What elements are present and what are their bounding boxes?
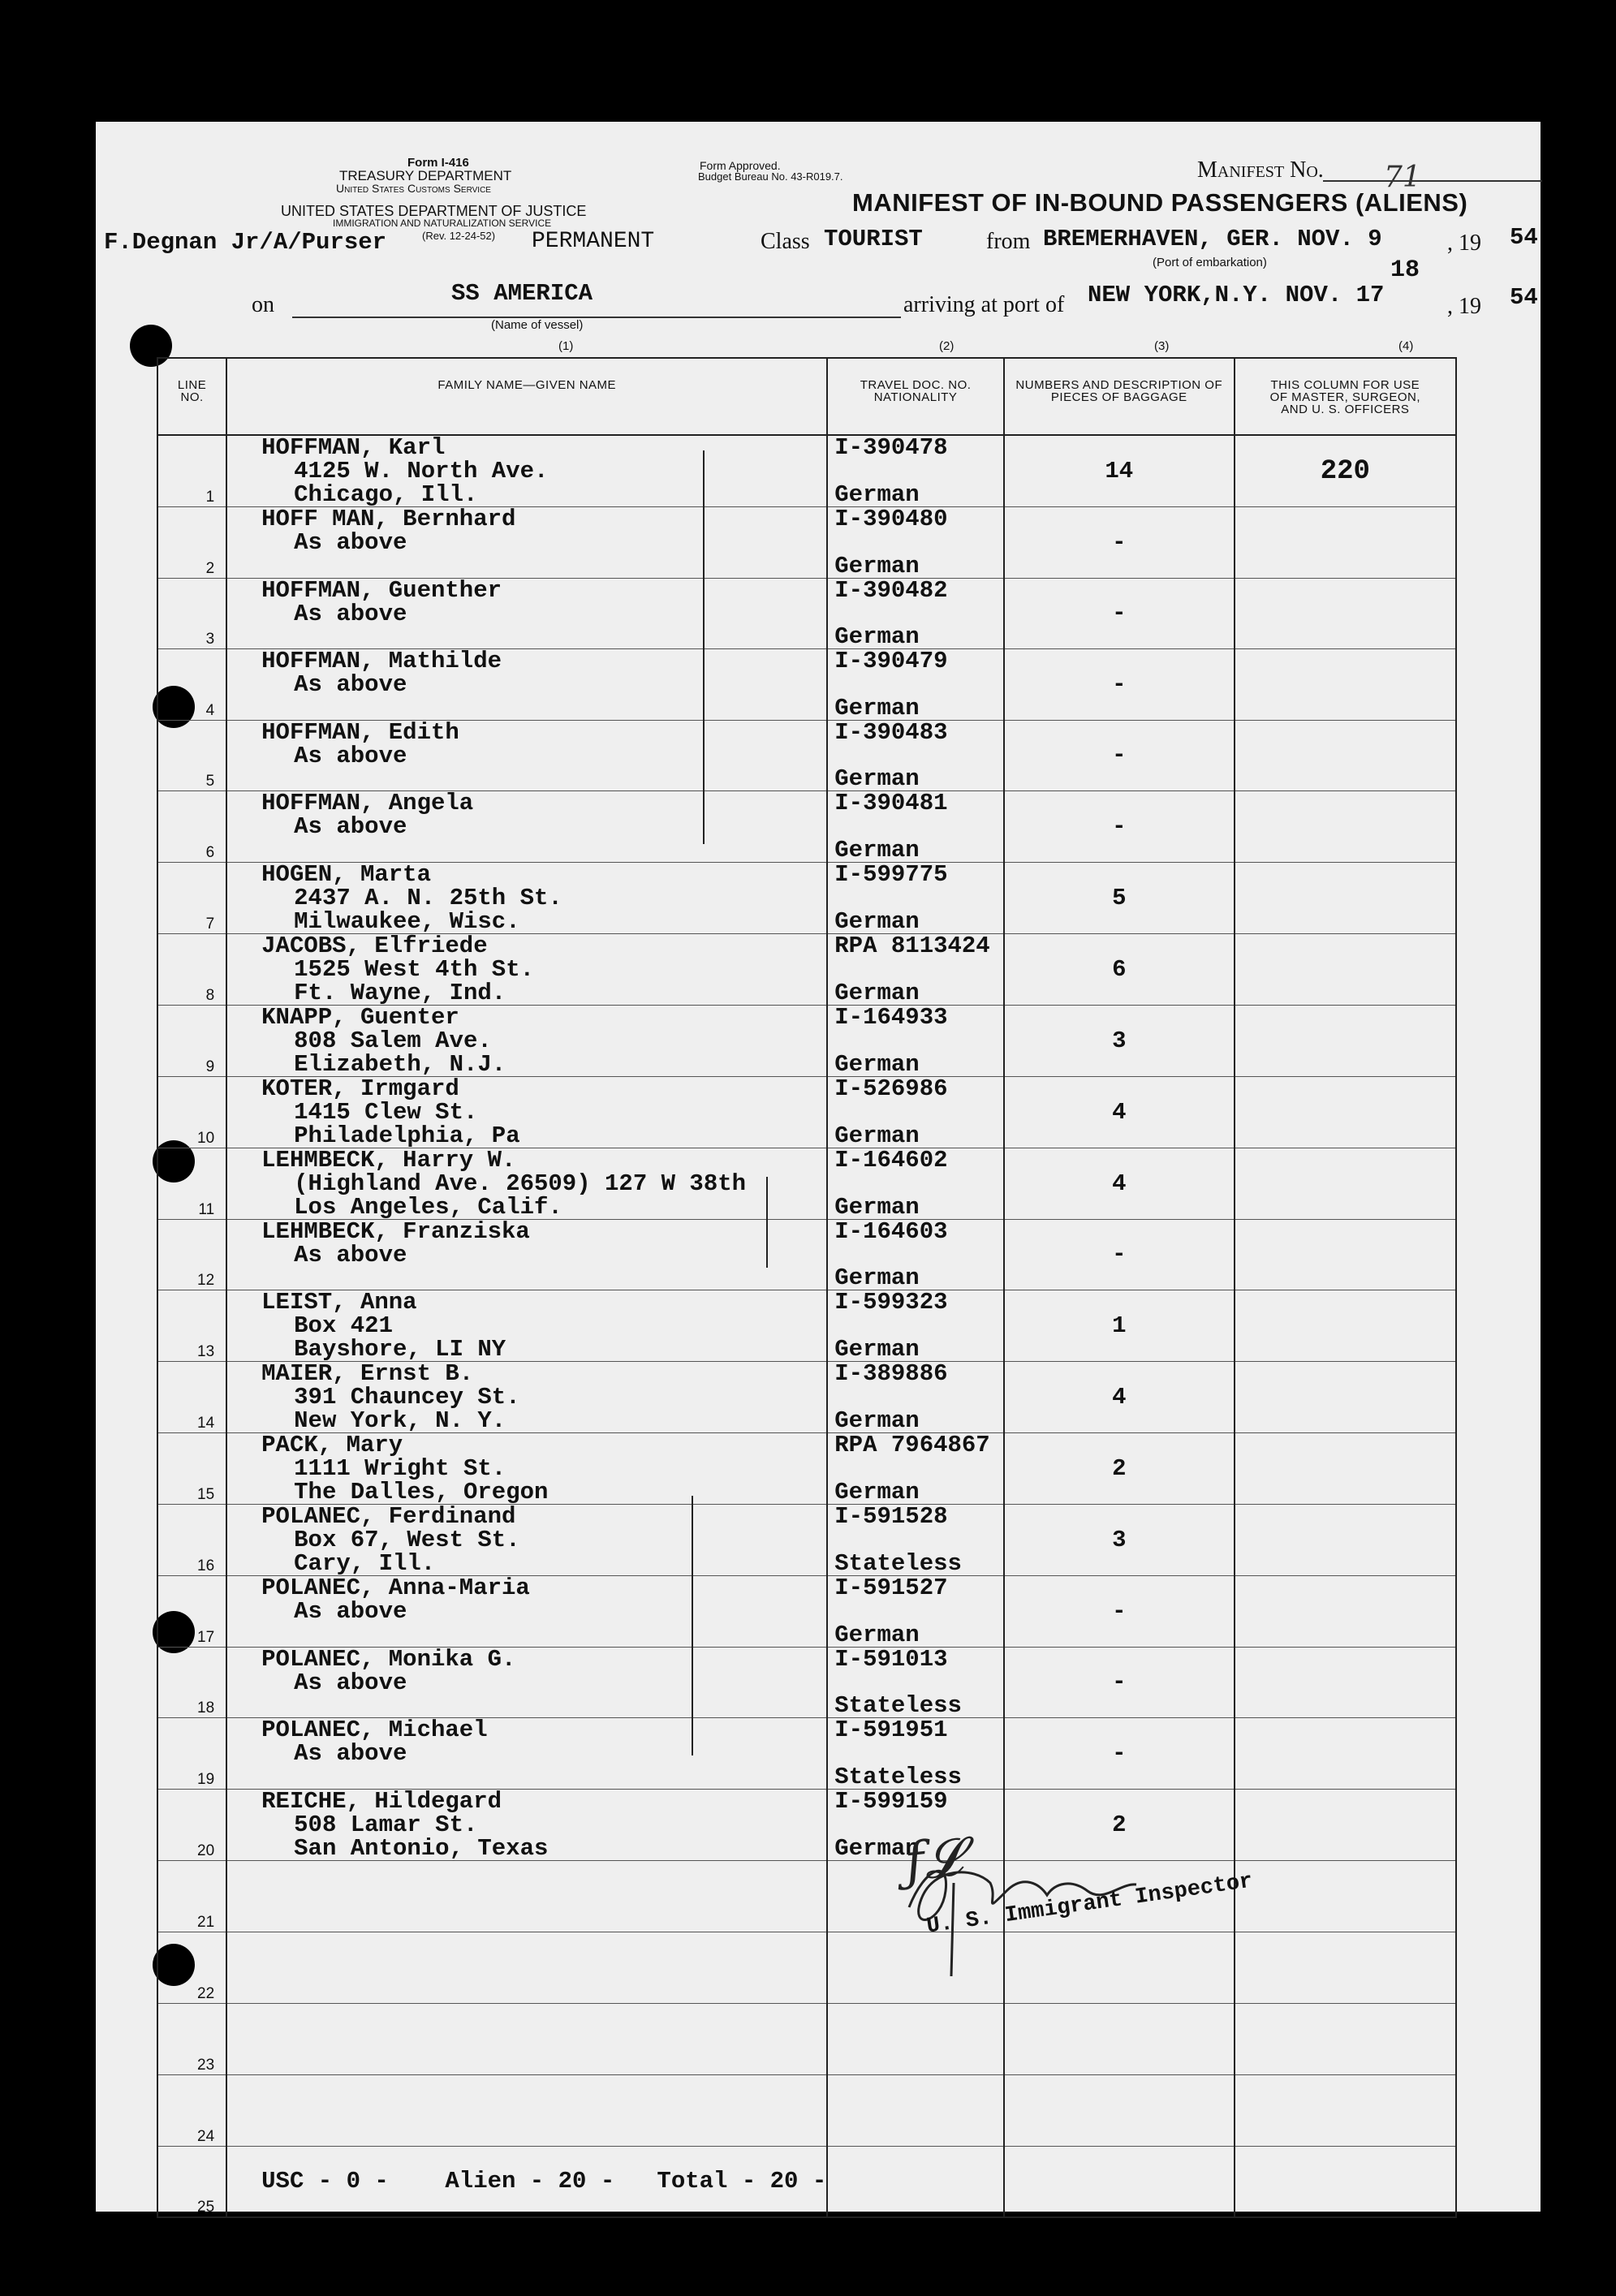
travel-doc-cell — [827, 1362, 1004, 1433]
baggage-count — [1004, 2003, 1235, 2074]
passenger-name: REICHE, Hildegard — [261, 1787, 502, 1815]
line-number: 16 — [157, 1505, 226, 1576]
passenger-name: HOFFMAN, Karl — [261, 434, 446, 461]
address-line: New York, N. Y. — [294, 1407, 506, 1434]
passenger-name-address — [226, 862, 827, 933]
line-number: 14 — [157, 1362, 226, 1433]
line-number: 12 — [157, 1219, 226, 1290]
travel-doc-cell — [827, 2074, 1004, 2146]
nationality: German — [834, 1122, 920, 1149]
passenger-name: HOFFMAN, Edith — [261, 718, 459, 746]
officer-notes — [1235, 2003, 1456, 2074]
baggage-count: 2 — [1004, 1433, 1235, 1505]
address-line: Chicago, Ill. — [294, 481, 478, 508]
travel-doc-number: I-164933 — [834, 1003, 948, 1031]
baggage-count: 3 — [1004, 1005, 1235, 1076]
officer-notes: 220 — [1235, 435, 1456, 507]
address-line: As above — [294, 671, 407, 698]
line-number: 10 — [157, 1076, 226, 1148]
nationality: German — [834, 694, 920, 722]
table-row — [157, 578, 1456, 649]
address-line: As above — [294, 813, 407, 840]
travel-doc-cell — [827, 1148, 1004, 1219]
officer-notes — [1235, 1647, 1456, 1718]
baggage-count: - — [1004, 1576, 1235, 1648]
address-line: 1415 Clew St. — [294, 1098, 478, 1126]
travel-doc-cell — [827, 435, 1004, 507]
passenger-name-address — [226, 1576, 827, 1648]
travel-doc-number: I-390483 — [834, 718, 948, 746]
travel-doc-cell — [827, 1433, 1004, 1505]
address-line: Ft. Wayne, Ind. — [294, 979, 506, 1006]
vessel-name: SS AMERICA — [451, 280, 593, 307]
table-row — [157, 720, 1456, 791]
baggage-count: 4 — [1004, 1076, 1235, 1148]
line-number: 6 — [157, 791, 226, 863]
address-line: As above — [294, 1669, 407, 1696]
address-line: Cary, Ill. — [294, 1550, 436, 1577]
table-row — [157, 933, 1456, 1005]
address-line: As above — [294, 600, 407, 627]
passenger-name-address — [226, 649, 827, 721]
baggage-count: 5 — [1004, 862, 1235, 933]
address-line: Box 67, West St. — [294, 1527, 520, 1553]
header-officers: THIS COLUMN FOR USE OF MASTER, SURGEON, AND U. S. OFFICERS — [1235, 358, 1456, 435]
arrival-year: 54 — [1510, 284, 1538, 311]
line-number: 2 — [157, 507, 226, 579]
address-line: 1111 Wright St. — [294, 1455, 506, 1482]
table-row — [157, 2146, 1456, 2217]
address-line: As above — [294, 529, 407, 556]
passenger-name: POLANEC, Monika G. — [261, 1645, 516, 1673]
travel-doc-cell — [827, 720, 1004, 791]
header-line-no: LINE NO. — [157, 358, 226, 435]
year-label-1: , 19 — [1447, 230, 1481, 256]
travel-doc-cell — [827, 1647, 1004, 1718]
col-num-3: (3) — [1154, 339, 1170, 353]
line-number: 25 — [157, 2146, 226, 2217]
passenger-name-address — [226, 791, 827, 863]
baggage-count — [1004, 2074, 1235, 2146]
officer-notes — [1235, 1433, 1456, 1505]
table-row — [157, 649, 1456, 721]
table-row — [157, 1505, 1456, 1576]
line-number: 22 — [157, 1932, 226, 2003]
travel-doc-number: I-164602 — [834, 1146, 948, 1174]
address-line: The Dalles, Oregon — [294, 1479, 549, 1506]
line-number: 7 — [157, 862, 226, 933]
address-line: As above — [294, 1598, 407, 1625]
nationality: German — [834, 1193, 920, 1221]
passenger-name: POLANEC, Ferdinand — [261, 1503, 516, 1530]
baggage-count: 4 — [1004, 1148, 1235, 1219]
customs-service: United States Customs Service — [336, 182, 491, 195]
line-number: 5 — [157, 720, 226, 791]
col-num-2: (2) — [939, 339, 955, 353]
baggage-count: - — [1004, 1219, 1235, 1290]
travel-doc-number: I-591528 — [834, 1503, 948, 1530]
nationality: German — [834, 1336, 920, 1363]
address-line: 4125 W. North Ave. — [294, 458, 549, 485]
embark-year: 54 — [1510, 224, 1538, 251]
officer-notes — [1235, 2146, 1456, 2217]
form-approved: Form Approved. — [700, 159, 781, 172]
passenger-name-address — [226, 1433, 827, 1505]
line-number: 1 — [157, 435, 226, 507]
on-label: on — [252, 292, 274, 317]
address-line: As above — [294, 1740, 407, 1767]
travel-doc-number: I-390482 — [834, 576, 948, 604]
passenger-name-address — [226, 2003, 827, 2074]
passenger-name-address — [226, 1362, 827, 1433]
passenger-name-address — [226, 1219, 827, 1290]
address-line: (Highland Ave. 26509) 127 W 38th — [294, 1170, 747, 1197]
baggage-count: 1 — [1004, 1290, 1235, 1362]
passenger-name-address — [226, 1148, 827, 1219]
address-line: Philadelphia, Pa — [294, 1122, 520, 1149]
travel-doc-cell — [827, 933, 1004, 1005]
officer-notes — [1235, 933, 1456, 1005]
passenger-name-address — [226, 435, 827, 507]
nationality: German — [834, 1264, 920, 1291]
header-baggage: NUMBERS AND DESCRIPTION OF PIECES OF BAGGAGE — [1004, 358, 1235, 435]
passenger-name: LEHMBECK, Harry W. — [261, 1146, 516, 1174]
line-number: 4 — [157, 649, 226, 721]
baggage-count: 14 — [1004, 435, 1235, 507]
manifest-underline — [1323, 180, 1542, 182]
permanent-label: PERMANENT — [532, 229, 655, 254]
table-row — [157, 2074, 1456, 2146]
nationality: German — [834, 1834, 920, 1862]
officer-notes — [1235, 1505, 1456, 1576]
budget-bureau: Budget Bureau No. 43-R019.7. — [698, 170, 843, 183]
officer-notes — [1235, 1148, 1456, 1219]
table-row — [157, 1647, 1456, 1718]
officer-notes — [1235, 1718, 1456, 1790]
baggage-count: - — [1004, 720, 1235, 791]
baggage-count: - — [1004, 791, 1235, 863]
passenger-name: USC - 0 - Alien - 20 - Total - 20 - — [261, 2168, 827, 2195]
table-row — [157, 435, 1456, 507]
passenger-name-address — [226, 1718, 827, 1790]
from-label: from — [986, 229, 1031, 254]
nationality: German — [834, 552, 920, 579]
travel-doc-cell — [827, 1290, 1004, 1362]
nationality: Stateless — [834, 1692, 962, 1719]
passenger-name: JACOBS, Elfriede — [261, 932, 488, 959]
baggage-count: - — [1004, 507, 1235, 579]
passenger-name: HOGEN, Marta — [261, 860, 431, 888]
address-line: Elizabeth, N.J. — [294, 1050, 506, 1078]
family-bracket — [703, 450, 705, 844]
line-number: 15 — [157, 1433, 226, 1505]
travel-doc-number: RPA 8113424 — [834, 932, 990, 959]
passenger-name: KOTER, Irmgard — [261, 1075, 459, 1102]
passenger-name: MAIER, Ernst B. — [261, 1360, 474, 1387]
line-number: 23 — [157, 2003, 226, 2074]
address-line: Los Angeles, Calif. — [294, 1193, 562, 1221]
arriving-label: arriving at port of — [903, 292, 1065, 317]
form-revision: (Rev. 12-24-52) — [422, 230, 496, 242]
nationality: German — [834, 481, 920, 508]
table-row — [157, 1290, 1456, 1362]
travel-doc-number: I-389886 — [834, 1360, 948, 1387]
passenger-name-address — [226, 1076, 827, 1148]
address-line: 508 Lamar St. — [294, 1811, 478, 1838]
passenger-name-address — [226, 1932, 827, 2003]
address-line: As above — [294, 742, 407, 769]
table-row — [157, 1433, 1456, 1505]
travel-doc-number: I-591013 — [834, 1645, 948, 1673]
purser-name: F.Degnan Jr/A/Purser — [104, 229, 387, 256]
line-number: 9 — [157, 1005, 226, 1076]
travel-doc-number: I-599323 — [834, 1289, 948, 1316]
table-row — [157, 2003, 1456, 2074]
officer-notes — [1235, 720, 1456, 791]
nationality: German — [834, 907, 920, 935]
passenger-name: POLANEC, Anna-Maria — [261, 1574, 530, 1601]
travel-doc-cell — [827, 1005, 1004, 1076]
travel-doc-cell — [827, 2146, 1004, 2217]
table-row — [157, 1219, 1456, 1290]
passenger-name-address — [226, 720, 827, 791]
col-num-4: (4) — [1398, 339, 1414, 353]
travel-doc-number: I-591951 — [834, 1717, 948, 1743]
officer-notes — [1235, 1005, 1456, 1076]
travel-doc-cell — [827, 578, 1004, 649]
passenger-name-address — [226, 1005, 827, 1076]
address-line: Milwaukee, Wisc. — [294, 907, 520, 935]
line-number: 19 — [157, 1718, 226, 1790]
inspector-signature-mark: ƒ𝓛 — [902, 1827, 965, 1893]
vessel-underline — [292, 317, 901, 318]
line-number: 21 — [157, 1860, 226, 1932]
passenger-name: KNAPP, Guenter — [261, 1003, 459, 1031]
passenger-name: HOFF MAN, Bernhard — [261, 506, 516, 532]
line-number: 20 — [157, 1789, 226, 1860]
vessel-caption: (Name of vessel) — [491, 318, 584, 332]
passenger-name: LEIST, Anna — [261, 1289, 417, 1316]
travel-doc-number: I-390481 — [834, 790, 948, 816]
table-row — [157, 1148, 1456, 1219]
officer-notes — [1235, 507, 1456, 579]
line-number: 18 — [157, 1647, 226, 1718]
justice-dept: UNITED STATES DEPARTMENT OF JUSTICE — [281, 203, 587, 219]
address-line: 808 Salem Ave. — [294, 1027, 492, 1054]
nationality: German — [834, 979, 920, 1006]
table-row — [157, 1576, 1456, 1648]
ins-service: IMMIGRATION AND NATURALIZATION SERVICE — [333, 218, 552, 229]
travel-doc-cell — [827, 1576, 1004, 1648]
travel-doc-number: I-591527 — [834, 1574, 948, 1601]
baggage-count: - — [1004, 649, 1235, 721]
officer-notes — [1235, 862, 1456, 933]
officer-notes — [1235, 578, 1456, 649]
family-bracket — [692, 1496, 693, 1755]
passenger-name-address — [226, 1647, 827, 1718]
line-number: 3 — [157, 578, 226, 649]
travel-doc-cell — [827, 791, 1004, 863]
year-label-2: , 19 — [1447, 294, 1481, 319]
address-line: 2437 A. N. 25th St. — [294, 884, 562, 911]
passenger-name: HOFFMAN, Guenther — [261, 576, 502, 604]
travel-doc-number: I-390478 — [834, 434, 948, 461]
nationality: German — [834, 765, 920, 792]
nationality: German — [834, 836, 920, 864]
officer-notes — [1235, 791, 1456, 863]
baggage-count: - — [1004, 1647, 1235, 1718]
travel-doc-cell — [827, 862, 1004, 933]
baggage-count: 6 — [1004, 933, 1235, 1005]
baggage-count: - — [1004, 578, 1235, 649]
arrival-date-correction: 18 — [1390, 256, 1420, 284]
line-number: 24 — [157, 2074, 226, 2146]
officer-notes — [1235, 1219, 1456, 1290]
passenger-name: LEHMBECK, Franziska — [261, 1217, 530, 1245]
address-line: Bayshore, LI NY — [294, 1336, 506, 1363]
passenger-name-address — [226, 2074, 827, 2146]
nationality: German — [834, 623, 920, 650]
passenger-name-address — [226, 1505, 827, 1576]
header-doc: TRAVEL DOC. NO. NATIONALITY — [827, 358, 1004, 435]
nationality: German — [834, 1479, 920, 1506]
officer-notes — [1235, 1362, 1456, 1433]
passenger-name: HOFFMAN, Mathilde — [261, 648, 502, 674]
line-number: 13 — [157, 1290, 226, 1362]
baggage-count: 2 — [1004, 1789, 1235, 1860]
officer-notes — [1235, 1576, 1456, 1648]
travel-doc-number: I-390480 — [834, 506, 948, 532]
travel-doc-number: I-526986 — [834, 1075, 948, 1102]
passenger-name: HOFFMAN, Angela — [261, 790, 474, 816]
inspector-title: U. S. Immigrant Inspector — [925, 1869, 1255, 1940]
line-number: 17 — [157, 1576, 226, 1648]
passenger-name: POLANEC, Michael — [261, 1717, 488, 1743]
travel-doc-cell — [827, 1076, 1004, 1148]
baggage-count: 3 — [1004, 1505, 1235, 1576]
officer-notes — [1235, 1290, 1456, 1362]
form-number: Form I-416 — [407, 156, 469, 170]
manifest-number: 71 — [1384, 161, 1421, 194]
table-row — [157, 791, 1456, 863]
line-number: 11 — [157, 1148, 226, 1219]
table-row — [157, 862, 1456, 933]
travel-doc-number: I-164603 — [834, 1217, 948, 1245]
travel-doc-cell — [827, 1219, 1004, 1290]
travel-doc-cell — [827, 507, 1004, 579]
officer-notes — [1235, 1076, 1456, 1148]
passenger-name-address — [226, 1290, 827, 1362]
travel-doc-number: I-390479 — [834, 648, 948, 674]
travel-doc-cell — [827, 1718, 1004, 1790]
table-row — [157, 1362, 1456, 1433]
page-title: MANIFEST OF IN-BOUND PASSENGERS (ALIENS) — [852, 188, 1468, 217]
nationality: Stateless — [834, 1550, 962, 1577]
passenger-name: PACK, Mary — [261, 1432, 403, 1458]
header-name: FAMILY NAME—GIVEN NAME — [226, 358, 827, 435]
travel-doc-number: RPA 7964867 — [834, 1432, 990, 1458]
officer-notes — [1235, 2074, 1456, 2146]
address-line: As above — [294, 1241, 407, 1269]
passenger-name-address — [226, 1789, 827, 1860]
table-row — [157, 507, 1456, 579]
address-line: 391 Chauncey St. — [294, 1384, 520, 1411]
nationality: German — [834, 1621, 920, 1648]
travel-doc-cell — [827, 1505, 1004, 1576]
embarkation-port: BREMERHAVEN, GER. NOV. 9 — [1043, 226, 1382, 252]
table-row — [157, 1005, 1456, 1076]
manifest-label: Manifest No. — [1197, 157, 1324, 183]
travel-doc-cell — [827, 649, 1004, 721]
line-number: 8 — [157, 933, 226, 1005]
travel-doc-cell — [827, 2003, 1004, 2074]
passenger-name-address — [226, 2146, 827, 2217]
passenger-name-address — [226, 1860, 827, 1932]
address-line: 1525 West 4th St. — [294, 955, 535, 983]
passenger-name-address — [226, 578, 827, 649]
treasury-dept: TREASURY DEPARTMENT — [339, 168, 512, 183]
nationality: German — [834, 1050, 920, 1078]
nationality: Stateless — [834, 1763, 962, 1790]
class-label: Class — [761, 229, 810, 254]
passenger-name-address — [226, 507, 827, 579]
travel-doc-number: I-599159 — [834, 1787, 948, 1815]
baggage-count: 4 — [1004, 1362, 1235, 1433]
table-row — [157, 1076, 1456, 1148]
address-line: Box 421 — [294, 1312, 393, 1339]
arrival-port: NEW YORK,N.Y. NOV. 17 — [1088, 282, 1385, 308]
nationality: German — [834, 1407, 920, 1434]
officer-notes — [1235, 649, 1456, 721]
passenger-name-address — [226, 933, 827, 1005]
class-value: TOURIST — [824, 226, 923, 252]
port-embark-caption: (Port of embarkation) — [1153, 256, 1267, 269]
baggage-count: - — [1004, 1718, 1235, 1790]
col-num-1: (1) — [558, 339, 574, 353]
baggage-count — [1004, 2146, 1235, 2217]
address-line: San Antonio, Texas — [294, 1834, 549, 1862]
travel-doc-number: I-599775 — [834, 860, 948, 888]
family-bracket — [766, 1177, 768, 1268]
table-row — [157, 1718, 1456, 1790]
